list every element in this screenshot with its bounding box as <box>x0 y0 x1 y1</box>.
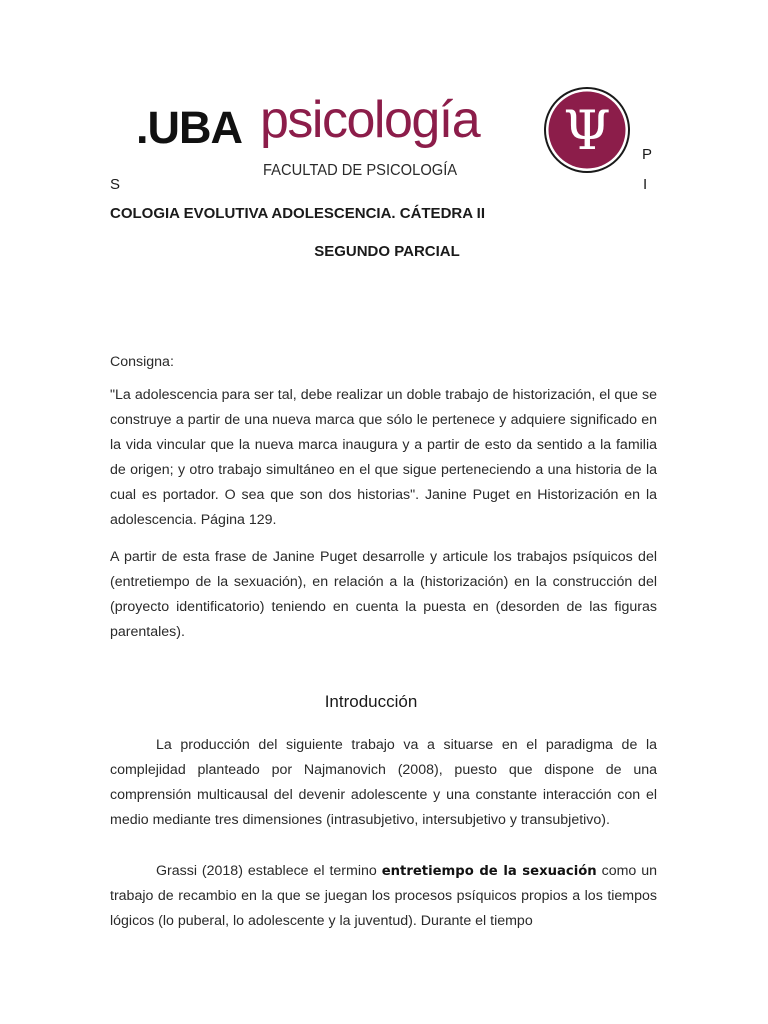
intro-paragraph-2-before: Grassi (2018) establece el termino <box>156 863 382 879</box>
course-title: COLOGIA EVOLUTIVA ADOLESCENCIA. CÁTEDRA II <box>110 205 486 222</box>
exam-subtitle: SEGUNDO PARCIAL <box>314 243 460 260</box>
consigna-quote: "La adolescencia para ser tal, debe realizar un doble trabajo de historización, el que se construye a partir de una nueva marca que sólo le pertenece y adquiere significado en la vida vincular que la nueva marca inaugura y a partir de esto da sentido a la familia de origen; y otro trabajo simultáneo en el que sigue perteneciendo a una historia de la cual es portador. O sea que son dos historias". Janine Puget en Historización en la adolescencia. Página 129. <box>110 387 657 528</box>
header-fragment-i: I <box>643 176 648 193</box>
logo-psicologia-text: psicología <box>260 91 480 149</box>
psi-emblem-icon <box>543 86 631 174</box>
section-heading-introduccion: Introducción <box>324 692 418 711</box>
bold-term-entretiempo: entretiempo de la sexuación <box>381 864 597 879</box>
intro-paragraph-2 <box>110 859 657 934</box>
logo-facultad-text: FACULTAD DE PSICOLOGÍA <box>263 162 458 179</box>
header-fragment-p: P <box>642 146 653 163</box>
psi-symbol: Ψ <box>563 99 611 162</box>
header-fragment-s: S <box>110 176 121 193</box>
consigna-instruction: A partir de esta frase de Janine Puget desarrolle y articule los trabajos psíquicos del (entretiempo de la sexuación), en relación a la (historización) en la construcción del (proyecto identificatorio) teniendo en cuenta la puesta en (desorden de las figuras parentales). <box>110 549 657 640</box>
uba-psicologia-logo <box>136 92 526 182</box>
consigna-label: Consigna: <box>110 354 174 370</box>
intro-paragraph-2-after: como un trabajo de recambio en la que se juegan los procesos psíquicos propios a los tiempos lógicos (lo puberal, lo adolescente y la juventud). Durante el tiempo <box>110 863 658 929</box>
intro-paragraph-1: La producción del siguiente trabajo va a situarse en el paradigma de la complejidad planteado por Najmanovich (2008), puesto que dispone de una comprensión multicausal del devenir adolescente y una constante interacción con el medio mediante tres dimensiones (intrasubjetivo, intersubjetivo y transubjetivo). <box>110 737 657 828</box>
logo-uba-text: .UBA <box>136 102 242 153</box>
